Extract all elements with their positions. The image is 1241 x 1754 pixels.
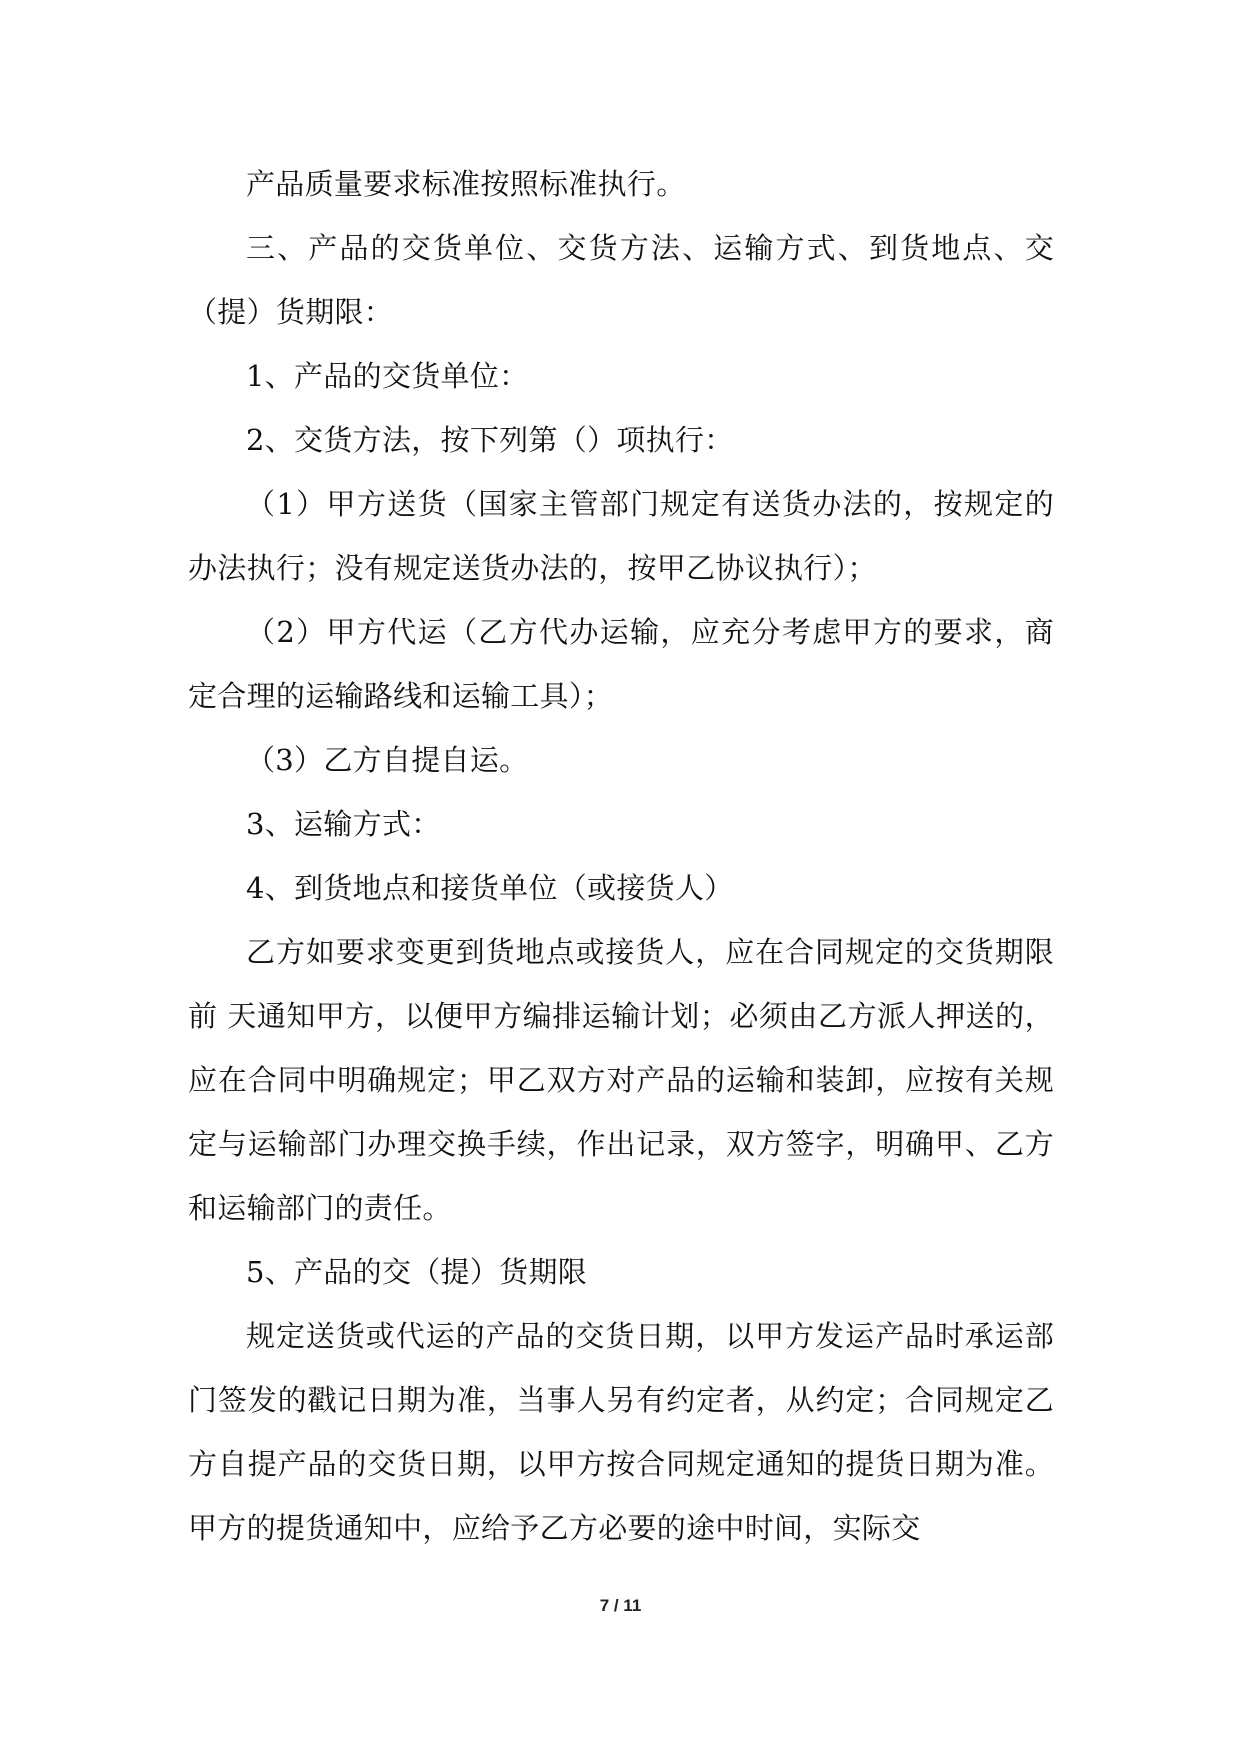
paragraph-item-3-transport-mode: 3、运输方式： bbox=[246, 807, 441, 841]
paragraph-item-1-delivery-unit: 1、产品的交货单位： bbox=[246, 359, 529, 393]
paragraph-change-arrival-location: 乙方如要求变更到货地点或接货人，应在合同规定的交货期限前 天通知甲方，以便甲方编排运输计划；必须由乙方派人押送的，应在合同中明确规定；甲乙双方对产品的运输和装卸，应按有关规定与运输部门办理交换手续，作出记录，双方签字，明确甲、乙方和运输部门的责任。 bbox=[188, 935, 1054, 1225]
paragraph-option-3-self-pickup: （3）乙方自提自运。 bbox=[246, 743, 529, 777]
paragraph-option-2-party-a-shipping: （2）甲方代运（乙方代办运输，应充分考虑甲方的要求，商定合理的运输路线和运输工具）； bbox=[188, 615, 1054, 713]
paragraph-section-three-heading: 三、产品的交货单位、交货方法、运输方式、到货地点、交（提）货期限： bbox=[188, 231, 1054, 329]
document-body bbox=[188, 152, 1054, 1560]
paragraph-item-4-arrival-location: 4、到货地点和接货单位（或接货人） bbox=[246, 871, 734, 905]
paragraph-delivery-date-rules: 规定送货或代运的产品的交货日期，以甲方发运产品时承运部门签发的戳记日期为准，当事人另有约定者，从约定；合同规定乙方自提产品的交货日期，以甲方按合同规定通知的提货日期为准。甲方的提货通知中，应给予乙方必要的途中时间，实际交 bbox=[188, 1319, 1054, 1545]
page-number: 7 / 11 bbox=[599, 1596, 642, 1615]
paragraph-quality-standard: 产品质量要求标准按照标准执行。 bbox=[246, 167, 686, 201]
paragraph-item-2-delivery-method: 2、交货方法，按下列第（）项执行： bbox=[246, 423, 734, 457]
paragraph-option-1-party-a-delivery: （1）甲方送货（国家主管部门规定有送货办法的，按规定的办法执行；没有规定送货办法的，按甲乙协议执行）； bbox=[188, 487, 1054, 585]
paragraph-item-5-delivery-deadline: 5、产品的交（提）货期限 bbox=[246, 1255, 588, 1289]
